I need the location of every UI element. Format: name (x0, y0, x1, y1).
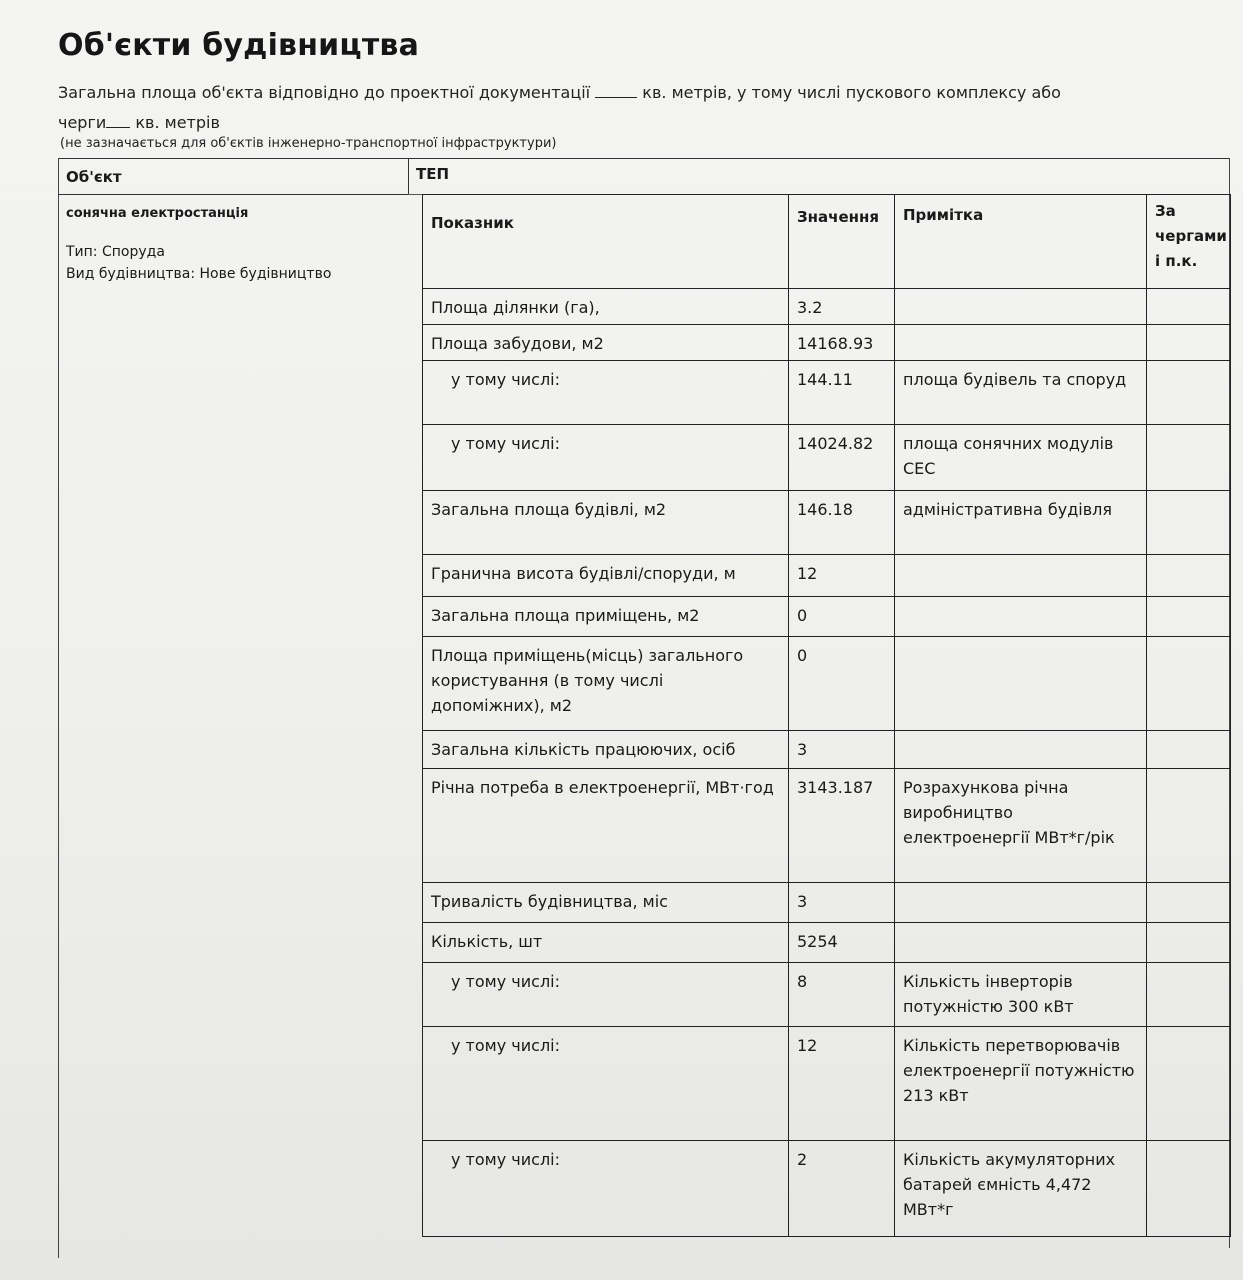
frame-line (408, 158, 409, 194)
stage-cell (1147, 491, 1231, 555)
value-cell: 3 (789, 883, 895, 923)
table-row (423, 731, 1231, 769)
note-cell: Кількість інверторів потужністю 300 кВт (895, 963, 1147, 1027)
stage-cell (1147, 361, 1231, 425)
table-row (423, 555, 1231, 597)
blank-line (595, 83, 637, 98)
value-cell: 12 (789, 555, 895, 597)
note-cell (895, 289, 1147, 325)
tep-table (422, 194, 1231, 1237)
note-cell: площа сонячних модулів СЕС (895, 425, 1147, 491)
stage-cell (1147, 597, 1231, 637)
intro-part-3: черги (58, 113, 107, 132)
table-row (423, 361, 1231, 425)
table-row (423, 923, 1231, 963)
table-row (423, 963, 1231, 1027)
indicator-header: Показник (423, 195, 789, 289)
stage-cell (1147, 1027, 1231, 1141)
indicator-cell: у тому числі: (423, 425, 789, 491)
table-row (423, 883, 1231, 923)
note-header: Примітка (895, 195, 1147, 289)
intro-part-4: кв. метрів (135, 113, 220, 132)
intro-part-2: кв. метрів, у тому числі пускового комплексу або (642, 83, 1061, 102)
object-name: сонячна електростанція (66, 206, 249, 221)
tep-column-header: ТЕП (416, 165, 450, 183)
note-cell (895, 731, 1147, 769)
stage-cell (1147, 1141, 1231, 1237)
value-cell: 14168.93 (789, 325, 895, 361)
stage-cell (1147, 923, 1231, 963)
stage-cell (1147, 769, 1231, 883)
indicator-cell: Площа забудови, м2 (423, 325, 789, 361)
stage-cell (1147, 289, 1231, 325)
value-cell: 2 (789, 1141, 895, 1237)
value-cell: 14024.82 (789, 425, 895, 491)
value-cell: 3 (789, 731, 895, 769)
object-type: Тип: Споруда (66, 244, 165, 260)
table-row (423, 637, 1231, 731)
value-cell: 3143.187 (789, 769, 895, 883)
value-cell: 12 (789, 1027, 895, 1141)
stage-cell (1147, 555, 1231, 597)
table-row (423, 425, 1231, 491)
frame-line (58, 194, 408, 195)
value-cell: 0 (789, 597, 895, 637)
value-cell: 0 (789, 637, 895, 731)
page-title: Об'єкти будівництва (58, 28, 420, 63)
note-cell (895, 325, 1147, 361)
indicator-cell: у тому числі: (423, 361, 789, 425)
table-row (423, 1027, 1231, 1141)
note-cell (895, 883, 1147, 923)
indicator-cell: Загальна площа приміщень, м2 (423, 597, 789, 637)
table-row (423, 289, 1231, 325)
indicator-cell: Площа приміщень(місць) загального користування (в тому числі допоміжних), м2 (423, 637, 789, 731)
frame-line (58, 158, 1230, 159)
stage-header: За чергами і п.к. (1147, 195, 1231, 289)
stage-cell (1147, 883, 1231, 923)
indicator-cell: Кількість, шт (423, 923, 789, 963)
indicator-cell: Тривалість будівництва, міс (423, 883, 789, 923)
note-cell (895, 555, 1147, 597)
note-cell: адміністративна будівля (895, 491, 1147, 555)
indicator-cell: Річна потреба в електроенергії, МВт·год (423, 769, 789, 883)
table-row (423, 769, 1231, 883)
indicator-cell: Загальна кількість працюючих, осіб (423, 731, 789, 769)
stage-cell (1147, 637, 1231, 731)
table-row (423, 325, 1231, 361)
object-kind: Вид будівництва: Нове будівництво (66, 266, 332, 282)
indicator-cell: у тому числі: (423, 1141, 789, 1237)
blank-line (106, 113, 130, 128)
indicator-cell: Гранична висота будівлі/споруди, м (423, 555, 789, 597)
note-cell: площа будівель та споруд (895, 361, 1147, 425)
stage-cell (1147, 325, 1231, 361)
indicator-cell: Площа ділянки (га), (423, 289, 789, 325)
value-cell: 8 (789, 963, 895, 1027)
table-row (423, 597, 1231, 637)
frame-line (58, 158, 59, 1258)
note-text: (не зазначається для об'єктів інженерно-транспортної інфраструктури) (60, 136, 557, 151)
note-cell: Розрахункова річна виробництво електроенергії МВт*г/рік (895, 769, 1147, 883)
table-row (423, 1141, 1231, 1237)
value-cell: 146.18 (789, 491, 895, 555)
stage-cell (1147, 963, 1231, 1027)
stage-cell (1147, 425, 1231, 491)
stage-cell (1147, 731, 1231, 769)
indicator-cell: у тому числі: (423, 963, 789, 1027)
indicator-cell: Загальна площа будівлі, м2 (423, 491, 789, 555)
value-cell: 3.2 (789, 289, 895, 325)
table-row (423, 491, 1231, 555)
note-cell (895, 637, 1147, 731)
intro-text (58, 78, 1178, 138)
note-cell (895, 597, 1147, 637)
object-column-header: Об'єкт (66, 168, 122, 186)
note-cell: Кількість перетворювачів електроенергії потужністю 213 кВт (895, 1027, 1147, 1141)
value-cell: 5254 (789, 923, 895, 963)
note-cell (895, 923, 1147, 963)
indicator-cell: у тому числі: (423, 1027, 789, 1141)
value-header: Значення (789, 195, 895, 289)
intro-part-1: Загальна площа об'єкта відповідно до проектної документації (58, 83, 591, 102)
value-cell: 144.11 (789, 361, 895, 425)
note-cell: Кількість акумуляторних батарей ємність 4,472 МВт*г (895, 1141, 1147, 1237)
